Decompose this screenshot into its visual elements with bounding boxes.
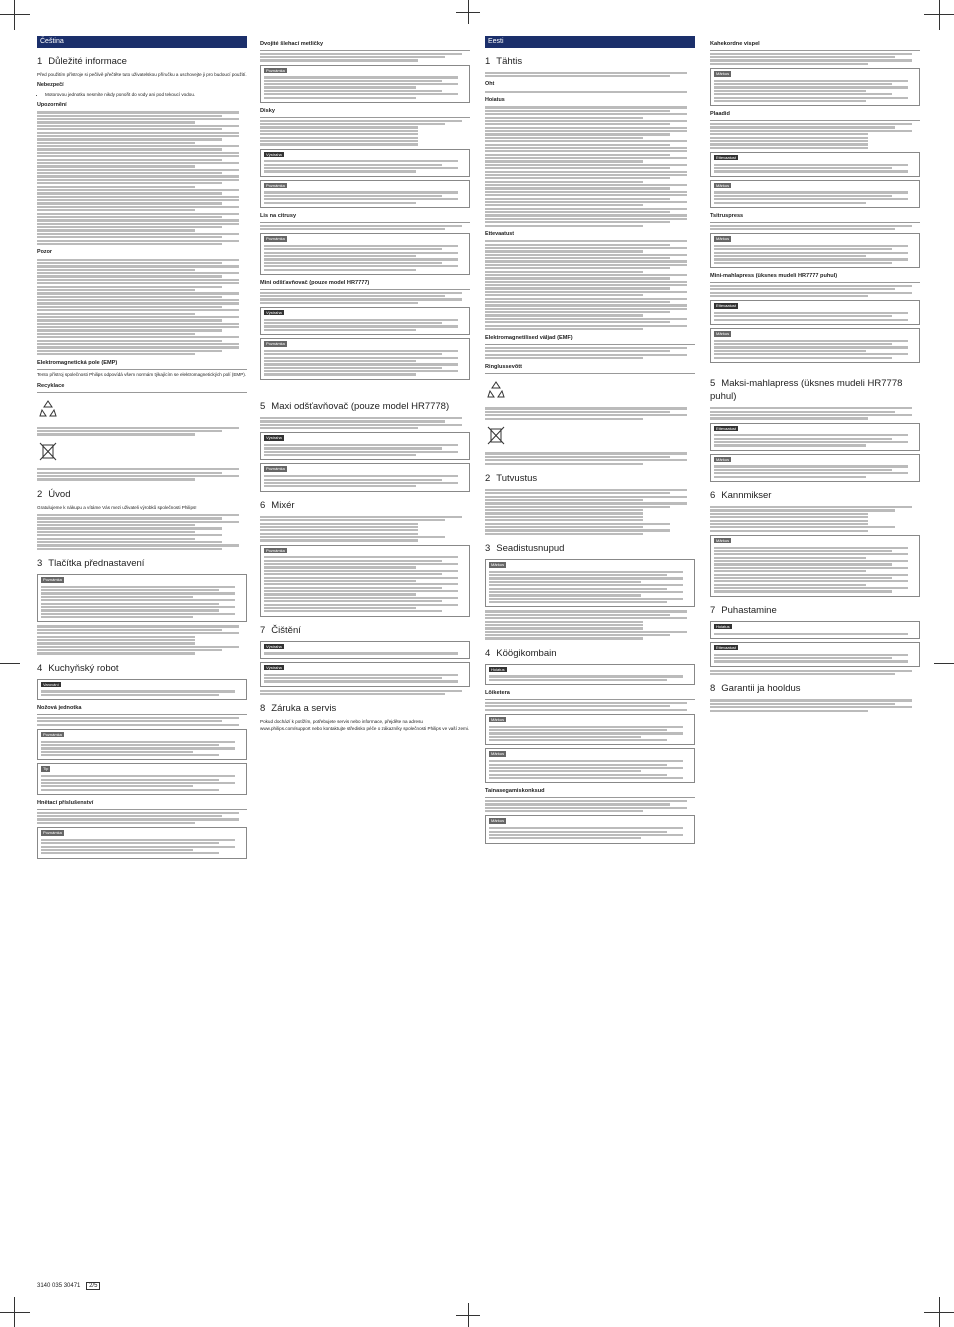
preset-text-block — [37, 625, 247, 654]
language-header: Čeština — [37, 36, 247, 48]
intro-text-block — [37, 514, 247, 550]
note-box: Märkus — [710, 68, 920, 106]
note-box: Märkus — [710, 328, 920, 363]
crossed-bin-icon — [485, 424, 507, 446]
intro-section-text: Gratulujeme k nákupu a vítáme Vás mezi uživateli výrobků společnosti Philips! — [37, 504, 197, 510]
note-box: Märkus — [710, 454, 920, 482]
intro-text-block — [485, 489, 695, 535]
section-heading: 7 Puhastamine — [710, 604, 777, 616]
section-heading: 3 Tlačítka přednastavení — [37, 557, 145, 569]
language-header: Eesti — [485, 36, 695, 48]
caution-box: Výstraha — [260, 307, 470, 335]
section-heading: 1 Tähtis — [485, 55, 523, 67]
warranty-text: Pokud dochází k potížím, potřebujete servis nebo informace, přejděte na adresu www.philips.com/support nebo kontaktujte středisko péče o zákazníky společnosti Philips ve vaší zemi. — [260, 719, 470, 731]
column-estonian-1 — [485, 36, 695, 847]
crop-mark — [939, 1297, 940, 1327]
note-box: Poznámka — [37, 827, 247, 859]
warning-text-block — [485, 106, 695, 226]
dough-heading: Tainasegamiskonksud — [485, 788, 695, 798]
caution-text-block — [485, 240, 695, 330]
emf-heading: Elektromagnetická pole (EMP) — [37, 360, 247, 370]
note-box: Märkus — [485, 559, 695, 607]
juicer-text-block — [260, 292, 470, 304]
juicer-heading: Mini odšťavňovač (pouze model HR7777) — [260, 280, 470, 290]
section-heading: 6 Mixér — [260, 499, 295, 511]
recycle-icon — [485, 379, 507, 401]
page-number: 2/5 — [86, 1282, 100, 1290]
crop-mark — [0, 14, 30, 15]
knife-heading: Nožová jednotka — [37, 705, 247, 715]
note-box: Poznámka — [37, 729, 247, 761]
caution-box: Ettevaatust — [710, 152, 920, 177]
caution-box: Výstraha — [260, 149, 470, 177]
cleaning-text-block — [710, 670, 920, 676]
note-box: Poznámka — [260, 233, 470, 275]
crop-mark — [939, 0, 940, 30]
whisk-heading: Kahekordne vispel — [710, 41, 920, 51]
caution-box: Ettevaatust — [710, 300, 920, 325]
section-heading: 5 Maxi odšťavňovač (pouze model HR7778) — [260, 400, 450, 412]
intro-text: Před použitím přístroje si pečlivě přečtěte tuto uživatelskou příručku a uschovejte ji pro budoucí použití. — [37, 71, 247, 77]
note-box: Märkus — [485, 714, 695, 746]
section-heading: 4 Kuchyňský robot — [37, 662, 119, 674]
crop-mark — [456, 12, 480, 13]
column-estonian-2 — [710, 36, 920, 713]
note-box: Poznámka — [260, 180, 470, 208]
recycle-text-block-2 — [37, 468, 247, 480]
caution-box: Výstraha — [260, 432, 470, 460]
crop-mark — [14, 0, 15, 30]
column-czech-1 — [37, 36, 247, 862]
footer — [37, 1282, 100, 1290]
note-box: Märkus — [710, 180, 920, 208]
blender-text-block — [260, 516, 470, 542]
tip-box: Märkus — [485, 748, 695, 783]
important-text-block — [485, 72, 695, 78]
warning-box: Hoiatus — [710, 621, 920, 639]
note-box: Märkus — [710, 233, 920, 268]
accessory-heading: Hnětací příslušenství — [37, 800, 247, 810]
crop-mark — [14, 1297, 15, 1327]
warning-text-block — [37, 111, 247, 245]
section-heading: 8 Garantii ja hooldus — [710, 683, 801, 695]
cutter-heading: Lõiketera — [485, 690, 695, 700]
caution-box: Ettevaatust — [710, 423, 920, 451]
citrus-text-block — [710, 225, 920, 231]
section-heading: 8 Záruka a servis — [260, 703, 337, 715]
warning-box: Hoiatus — [485, 664, 695, 685]
section-heading: 2 Tutvustus — [485, 472, 538, 484]
preset-text-block — [485, 610, 695, 639]
emf-heading: Elektromagnetilised väljad (EMF) — [485, 335, 695, 345]
caution-label: Ettevaatust — [485, 230, 515, 237]
recycle-text-block-2 — [485, 452, 695, 464]
section-heading: 6 Kannmikser — [710, 489, 772, 501]
caution-text-block — [37, 259, 247, 356]
dough-text-block — [485, 800, 695, 812]
section-heading: 2 Úvod — [37, 488, 71, 500]
citrus-heading: Lis na citrusy — [260, 213, 470, 223]
caution-box: Ettevaatust — [710, 642, 920, 667]
discs-heading: Disky — [260, 108, 470, 118]
section-heading: 1 Důležité informace — [37, 55, 127, 67]
note-box: Poznámka — [260, 463, 470, 491]
caution-box: Výstraha — [260, 662, 470, 687]
note-box: Poznámka — [260, 338, 470, 380]
recycle-text-block — [37, 427, 247, 436]
crop-mark — [456, 1315, 480, 1316]
crop-mark — [0, 1312, 30, 1313]
note-box: Poznámka — [260, 65, 470, 103]
citrus-heading: Tsitruspress — [710, 213, 920, 223]
section-heading: 4 Köögikombain — [485, 647, 557, 659]
discs-text-block — [260, 120, 470, 146]
warning-box: Varování — [37, 679, 247, 700]
document-code: 3140 035 30471 — [37, 1283, 81, 1289]
cleaning-text-block — [260, 690, 470, 696]
danger-label: Nebezpečí — [37, 82, 64, 89]
warning-label: Hoiatus — [485, 96, 505, 103]
note-box: Märkus — [485, 815, 695, 843]
recycle-heading: Ringlussevõtt — [485, 364, 695, 374]
cutter-text-block — [485, 702, 695, 711]
danger-label: Oht — [485, 81, 495, 88]
warning-label: Upozornění — [37, 101, 67, 108]
blender-text-block — [710, 506, 920, 532]
mini-juicer-text-block — [710, 285, 920, 297]
disc-heading: Dvojité šlehací metličky — [260, 41, 470, 51]
section-heading: 7 Čištění — [260, 624, 301, 636]
crop-mark — [934, 663, 954, 664]
discs-heading: Plaadid — [710, 111, 920, 121]
caution-label: Pozor — [37, 249, 52, 256]
whisk-text-block — [710, 53, 920, 65]
accessory-text-block — [37, 812, 247, 824]
recycle-text-block — [485, 407, 695, 419]
discs-text-block — [710, 123, 920, 149]
column-czech-2 — [260, 36, 470, 735]
note-box: Poznámka — [37, 574, 247, 622]
maxi-juicer-text-block — [710, 407, 920, 419]
warranty-text-block — [710, 699, 920, 711]
tip-box: Tip — [37, 763, 247, 795]
danger-text: • Motorovou jednotku nesmíte nikdy ponořit do vody ani pod tekoucí vodou. — [45, 92, 247, 98]
recycle-heading: Recyklace — [37, 383, 247, 393]
section-heading: 3 Seadistusnupud — [485, 542, 565, 554]
danger-text-block — [485, 91, 695, 93]
disc-text-block — [260, 53, 470, 62]
crossed-bin-icon — [37, 440, 59, 462]
mini-juicer-heading: Mini-mahlapress (üksnes mudeli HR7777 puhul) — [710, 273, 920, 283]
knife-text-block — [37, 717, 247, 726]
emf-text: Tento přístroj společnosti Philips odpovídá všem normám týkajícím se elektromagnetických polí (EMP). — [37, 372, 247, 377]
citrus-text-block — [260, 225, 470, 231]
note-box: Märkus — [710, 535, 920, 597]
maxi-juicer-text-block — [260, 417, 470, 429]
warning-box: Výstraha — [260, 641, 470, 659]
emf-text-block — [485, 347, 695, 359]
section-heading: 5 Maksi-mahlapress (üksnes mudeli HR7778 puhul) — [710, 377, 903, 403]
note-box: Poznámka — [260, 545, 470, 617]
recycle-icon — [37, 398, 59, 420]
crop-mark — [0, 663, 20, 664]
